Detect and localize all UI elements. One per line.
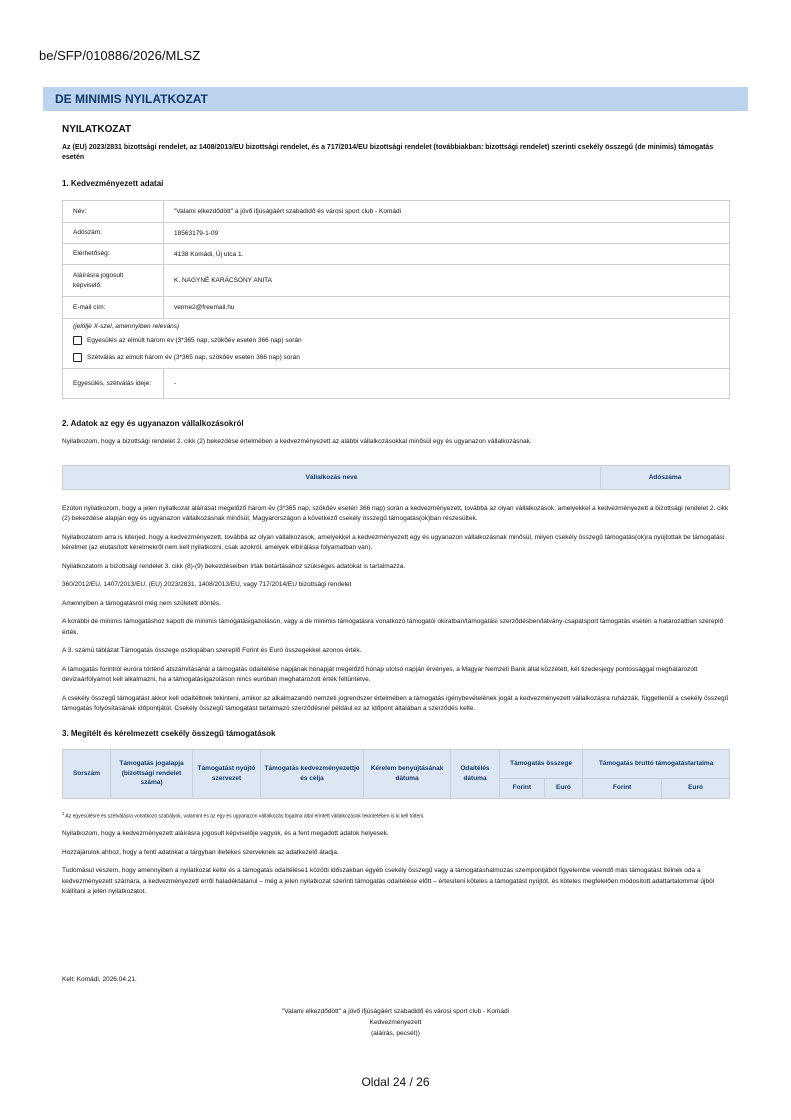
subcolumn-header: Forint (500, 778, 545, 798)
paragraph: Ezúton nyilatkozom, hogy a jelen nyilatkozat aláírását megelőző három év (3*365 nap, szökőév esetén 366 nap) során a kedvezményezett, továbbá az olyan vállalkozások, amelyekkel a kedvezményezett a bizottsági rendelet 2. cikk (2) bekezdése alapján egy és ugyanazon vállalkozásnak minősül, Magyarországon a következő csekély összegű támogatás(ok)ban részesültek. (62, 504, 729, 522)
row-value: - (164, 369, 730, 399)
signature-note: (aláírás, pecsét)) (371, 1030, 420, 1037)
row-label: Adószám: (63, 223, 164, 244)
subheading: Az (EU) 2023/2831 bizottsági rendelet, az 1408/2013/EU bizottsági rendelet, és a 717/2014/EU bizottsági rendelet (továbbiakban: bizottsági rendelet) szerinti csekély összegű (de minimis) támogatás esetén (62, 144, 714, 161)
column-header: Támogatás kedvezményezettje és célja (261, 749, 364, 798)
page-title: NYILATKOZAT (62, 124, 132, 135)
table-row (63, 223, 730, 244)
row-value: verme2@freemail.hu (164, 297, 730, 319)
table-row (63, 369, 730, 399)
column-header: Odaítélés dátuma (451, 749, 500, 798)
subcolumn-header: Forint (583, 778, 662, 798)
split-label: Szétválás az elmúlt három év (3*365 nap, szökőév esetén 366 nap) során (87, 354, 300, 362)
split-checkbox[interactable] (73, 353, 82, 362)
column-header: Kérelem benyújtásának dátuma (364, 749, 451, 798)
section-2-title: 2. Adatok az egy és ugyanazon vállalkozásokról (62, 419, 244, 428)
paragraph: A csekély összegű támogatást akkor kell odaítéltnek tekinteni, amikor az alkalmazandó nemzeti jogrendszer értelmében a támogatás igénybevételének jogát a kedvezményezett vállalkozásra ruházzák, függetlenül a csekély összegű támogatás folyósításának időpontjától. Csekély összegű támogatást tartalmazó szerződésnél például ez az időpont általában a szerződés kelte. (62, 694, 729, 712)
paragraph: A támogatás forintról euróra történő átszámításánál a támogatás odaítélése napjának hónapját megelőző hónap utolsó napján érvényes, a Magyar Nemzeti Bank által közzétett, két tizedesjegy pontossággal meghatározott devizaárfolyamot kell alkalmazni, ha a támogatásigazoláson nincs euróban meghatározott érték feltüntetve. (62, 665, 698, 683)
document-reference: be/SFP/010886/2026/MLSZ (39, 48, 201, 63)
row-label: E-mail cím: (63, 297, 164, 319)
page-number: Oldal 24 / 26 (361, 1075, 430, 1089)
beneficiary-table (62, 200, 730, 399)
date-place: Kelt: Komádi, 2026.04.21. (62, 976, 137, 983)
paragraph: Tudomásul veszem, hogy amennyiben a nyilatkozat kelte és a támogatás odaítélése1 közötti időszakban egyéb csekély összegű vagy a támogatáshalmozás szempontjából figyelembe veendő más támogatást ítélnek oda a kedvezményezett számára, a kedvezményezett erről haladéktalanul – még a jelen nyilatkozat szerinti támogatás odaítélése előtt – értesíteni köteles a támogatást nyújtót, és köteles megfelelően módosított adattartalommal újból kiállítani a jelen nyilatkozatot. (62, 867, 715, 896)
split-option (73, 353, 719, 362)
paragraph: A korábbi de minimis támogatáshoz kapott de minimis támogatásigazoláson, vagy a de minimis támogatásra vonatkozó támogatói okiratban/támogatási szerződésben/látvány-csapatsport támogatás esetén a határozatban szereplő érték. (62, 618, 724, 636)
merger-checks-cell (63, 319, 730, 369)
row-label: Egyesülés, szétválás ideje: (63, 369, 164, 399)
relevance-note: (jelölje X-szel, amennyiben releváns) (73, 323, 180, 330)
merger-option (73, 336, 719, 345)
table-header-row (63, 749, 730, 778)
row-label: Név: (63, 201, 164, 223)
paragraph: A 3. számú táblázat Támogatás összege oszlopában szereplő Forint és Euró összegekkel azonos érték. (62, 647, 362, 654)
column-header: Sorszám (63, 749, 111, 798)
merger-label: Egyesülés az elmúlt három év (3*365 nap, szökőév esetén 366 nap) során (87, 337, 302, 345)
column-header: Támogatást nyújtó szervezet (193, 749, 261, 798)
table-row (63, 265, 730, 297)
table-row (63, 244, 730, 265)
column-header: Vállalkozás neve (63, 465, 601, 489)
row-value: 18563179-1-09 (164, 223, 730, 244)
document-body (62, 124, 729, 906)
row-value: "Valami elkezdődött" a jövő ifjúságáért szabadidő és városi sport club - Komádi (164, 201, 730, 223)
paragraph: Nyilatkozatom arra is kiterjed, hogy a kedvezményezett, továbbá az olyan vállalkozások, amelyekkel a kedvezményezett egy és ugyanazon vállalkozásnak minősül, milyen csekély összegű támogatás(ok)ra nyújtottak be támogatási kérelmet (az elutasított kérelmekről nem kell nyilatkozni, csak azokról, amelyek elbírálása folyamatban van). (62, 533, 725, 551)
footnote-mark: 1 (62, 810, 65, 816)
subcolumn-header: Euró (662, 778, 730, 798)
footnote-text: Az egyesülésre és szétválásra vonatkozó szabályok, valamint és az egy és ugyanazon vállalkozás fogalma által érintett vállalkozások tekintetében is ki kell tölteni. (64, 813, 425, 820)
paragraph: Nyilatkozom, hogy a kedvezményezett aláírásra jogosult képviselője vagyok, és a fent megadott adatok helyesek. (62, 830, 389, 838)
column-header: Támogatás összege (500, 749, 583, 778)
row-label: Aláírásra jogosult képviselő: (63, 265, 164, 297)
column-header: Támogatás jogalapja (bizottsági rendelet száma) (111, 749, 193, 798)
row-value: K. NAGYNÉ KARÁCSONY ANITA (164, 265, 730, 297)
footnote (62, 811, 729, 820)
paragraph: Nyilatkozatom a bizottsági rendelet 3. cikk (8)-(9) bekezdéseiben írtak betartásához szükséges adatokat is tartalmazza. (62, 562, 406, 570)
table-row (63, 297, 730, 319)
section-banner: DE MINIMIS NYILATKOZAT (43, 87, 748, 111)
paragraph: 360/2012/EU, 1407/2013/EU, (EU) 2023/2831, 1408/2013/EU, vagy 717/2014/EU bizottsági rendelet (62, 581, 352, 588)
aid-table (62, 749, 730, 799)
enterprises-table (62, 465, 730, 490)
column-header: Adószáma (601, 465, 730, 489)
signature-block (0, 1006, 791, 1039)
table-header-row (63, 465, 730, 489)
merger-checkbox[interactable] (73, 336, 82, 345)
paragraph: Hozzájárulok ahhoz, hogy a fenti adatokat a tárgyban illetékes szerveknek az adatkezelő átadja. (62, 848, 339, 856)
row-value: 4138 Komádi, Új utca 1. (164, 244, 730, 265)
signature-role: Kedvezményezett (369, 1019, 422, 1026)
paragraph: Amennyiben a támogatásról még nem született döntés. (62, 599, 221, 607)
subcolumn-header: Euró (544, 778, 582, 798)
row-label: Elérhetőség: (63, 244, 164, 265)
section-1-title: 1. Kedvezményezett adatai (62, 179, 164, 188)
section-2-intro: Nyilatkozom, hogy a bizottsági rendelet 2. cikk (2) bekezdése értelmében a kedvezményezett az alábbi vállalkozásokkal minősül egy és ugyanazon vállalkozásnak. (62, 438, 532, 445)
signature-name: "Valami elkezdődött" a jövő ifjúságáért szabadidő és városi sport club - Komádi (281, 1008, 510, 1015)
column-header: Támogatás bruttó támogatástartalma (583, 749, 730, 778)
table-row (63, 201, 730, 223)
section-3-title: 3. Megítélt és kérelmezett csekély összegű támogatások (62, 728, 276, 738)
table-row (63, 319, 730, 369)
